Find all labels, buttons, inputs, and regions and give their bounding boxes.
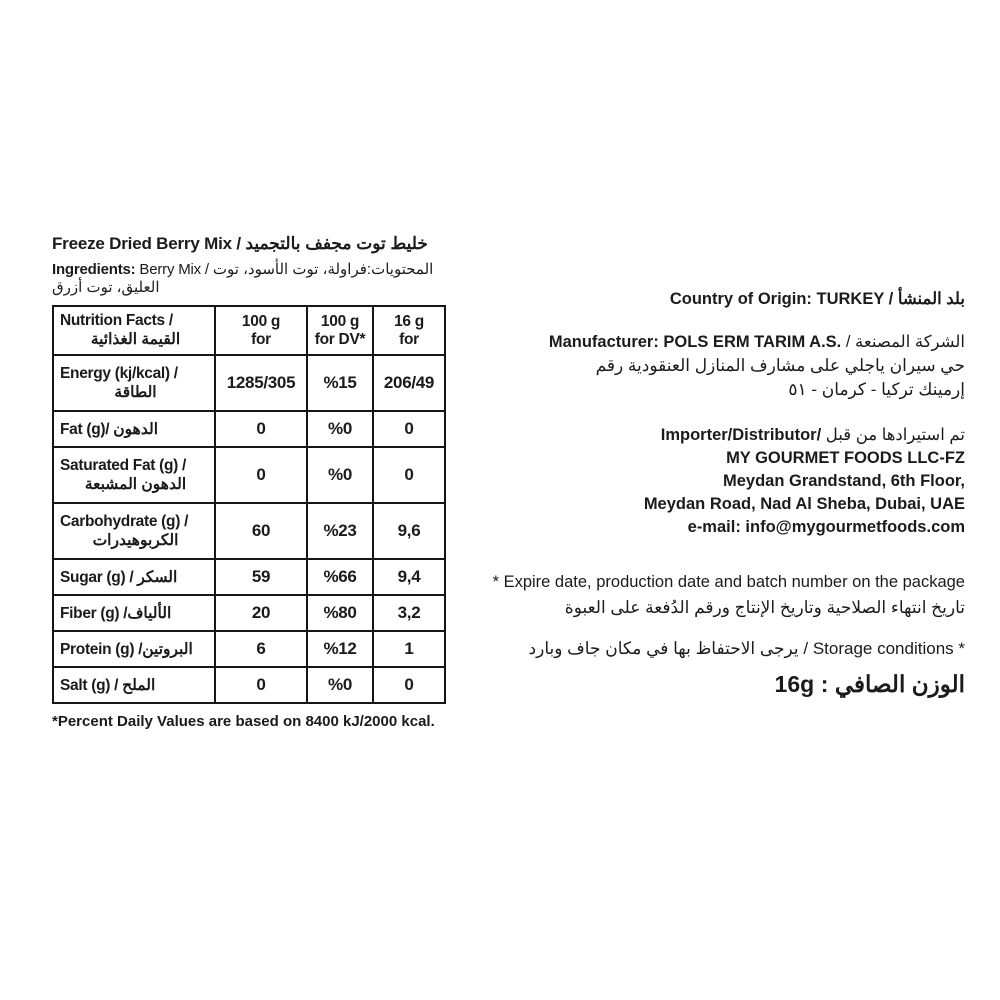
fiber-dv: %80 (307, 595, 373, 631)
nutrition-row-salt: Salt (g) / الملح 0 %0 0 (53, 667, 445, 703)
protein-per-100g: 6 (215, 631, 307, 667)
nutrition-row-carbohydrate: Carbohydrate (g) / الكربوهيدرات 60 %23 9,6 (53, 503, 445, 559)
nutrition-row-sugar: Sugar (g) / السكر 59 %66 9,4 (53, 559, 445, 595)
product-title: Freeze Dried Berry Mix / خليط توت مجفف بالتجميد (52, 234, 428, 253)
manufacturer-line (455, 331, 965, 354)
importer-address-line2: Meydan Road, Nad Al Sheba, Dubai, UAE (643, 495, 965, 513)
salt-per-100g: 0 (215, 667, 307, 703)
energy-per-16g: 206/49 (373, 355, 445, 411)
importer-line (455, 424, 965, 447)
importer-company: MY GOURMET FOODS LLC-FZ (726, 449, 965, 467)
sugar-per-16g: 9,4 (373, 559, 445, 595)
nutrition-row-saturated-fat: Saturated Fat (g) / الدهون المشبعة 0 %0 0 (53, 447, 445, 503)
energy-dv: %15 (307, 355, 373, 411)
importer-label-en: /Importer/Distributor (660, 426, 822, 444)
ingredients-label: Ingredients: (52, 261, 136, 278)
ingredients-line (52, 260, 452, 296)
nutrition-row-fiber: Fiber (g) /الألياف 20 %80 3,2 (53, 595, 445, 631)
daily-values-footnote: *Percent Daily Values are based on 8400 kJ/2000 kcal. (52, 713, 435, 730)
nutrition-row-protein: Protein (g) /البروتين 6 %12 1 (53, 631, 445, 667)
expire-note-block (455, 570, 965, 621)
manufacturer-label-ar: / الشركة المصنعة (841, 333, 965, 351)
nutrition-table (52, 305, 446, 704)
storage-conditions-note: * Storage conditions / يرجى الاحتفاظ بها في مكان جاف وبارد (528, 639, 965, 658)
saturated-fat-dv: %0 (307, 447, 373, 503)
carbohydrate-per-16g: 9,6 (373, 503, 445, 559)
manufacturer-address-line1: حي سيران ياجلي على مشارف المنازل العنقودية رقم (595, 356, 965, 375)
nutrition-row-fat: Fat (g)/ الدهون 0 %0 0 (53, 411, 445, 447)
expire-note-en: * Expire date, production date and batch number on the package (492, 573, 965, 591)
manufacturer-name: Manufacturer: POLS ERM TARIM A.S. (548, 333, 842, 351)
sugar-per-100g: 59 (215, 559, 307, 595)
energy-per-100g: 1285/305 (215, 355, 307, 411)
importer-label-ar: تم استيرادها من قبل (821, 426, 965, 444)
ingredients-list: Berry Mix / المحتويات:فراولة، توت الأسود، توت العليق، توت أزرق (52, 261, 434, 296)
col-header-per-16g: 16 g for (373, 306, 445, 355)
fat-per-16g: 0 (373, 411, 445, 447)
importer-address-line1: Meydan Grandstand, 6th Floor, (722, 472, 965, 490)
sugar-dv: %66 (307, 559, 373, 595)
nutrition-header-row (53, 306, 445, 355)
salt-per-16g: 0 (373, 667, 445, 703)
manufacturer-address-line2: إرمينك تركيا - كرمان - ٥١ (788, 380, 965, 399)
carbohydrate-per-100g: 60 (215, 503, 307, 559)
saturated-fat-per-16g: 0 (373, 447, 445, 503)
nutrition-row-energy: Energy (kj/kcal) / الطاقة 1285/305 %15 206/49 (53, 355, 445, 411)
fiber-per-100g: 20 (215, 595, 307, 631)
fat-dv: %0 (307, 411, 373, 447)
fiber-per-16g: 3,2 (373, 595, 445, 631)
protein-dv: %12 (307, 631, 373, 667)
carbohydrate-dv: %23 (307, 503, 373, 559)
nutrition-header-label: Nutrition Facts / القيمة الغذائية (53, 306, 215, 355)
saturated-fat-per-100g: 0 (215, 447, 307, 503)
importer-block (455, 424, 965, 539)
importer-email: e-mail: info@mygourmetfoods.com (687, 518, 965, 536)
label-left-column (52, 234, 452, 730)
label-right-column (455, 288, 965, 698)
net-weight: الوزن الصافي : 16g (774, 671, 965, 697)
fat-per-100g: 0 (215, 411, 307, 447)
country-of-origin: Country of Origin: TURKEY / بلد المنشأ (669, 290, 965, 308)
col-header-dv: 100 g for DV* (307, 306, 373, 355)
col-header-per-100g: 100 g for (215, 306, 307, 355)
salt-dv: %0 (307, 667, 373, 703)
expire-note-ar: تاريخ انتهاء الصلاحية وتاريخ الإنتاج ورقم الدُفعة على العبوة (564, 598, 965, 617)
protein-per-16g: 1 (373, 631, 445, 667)
